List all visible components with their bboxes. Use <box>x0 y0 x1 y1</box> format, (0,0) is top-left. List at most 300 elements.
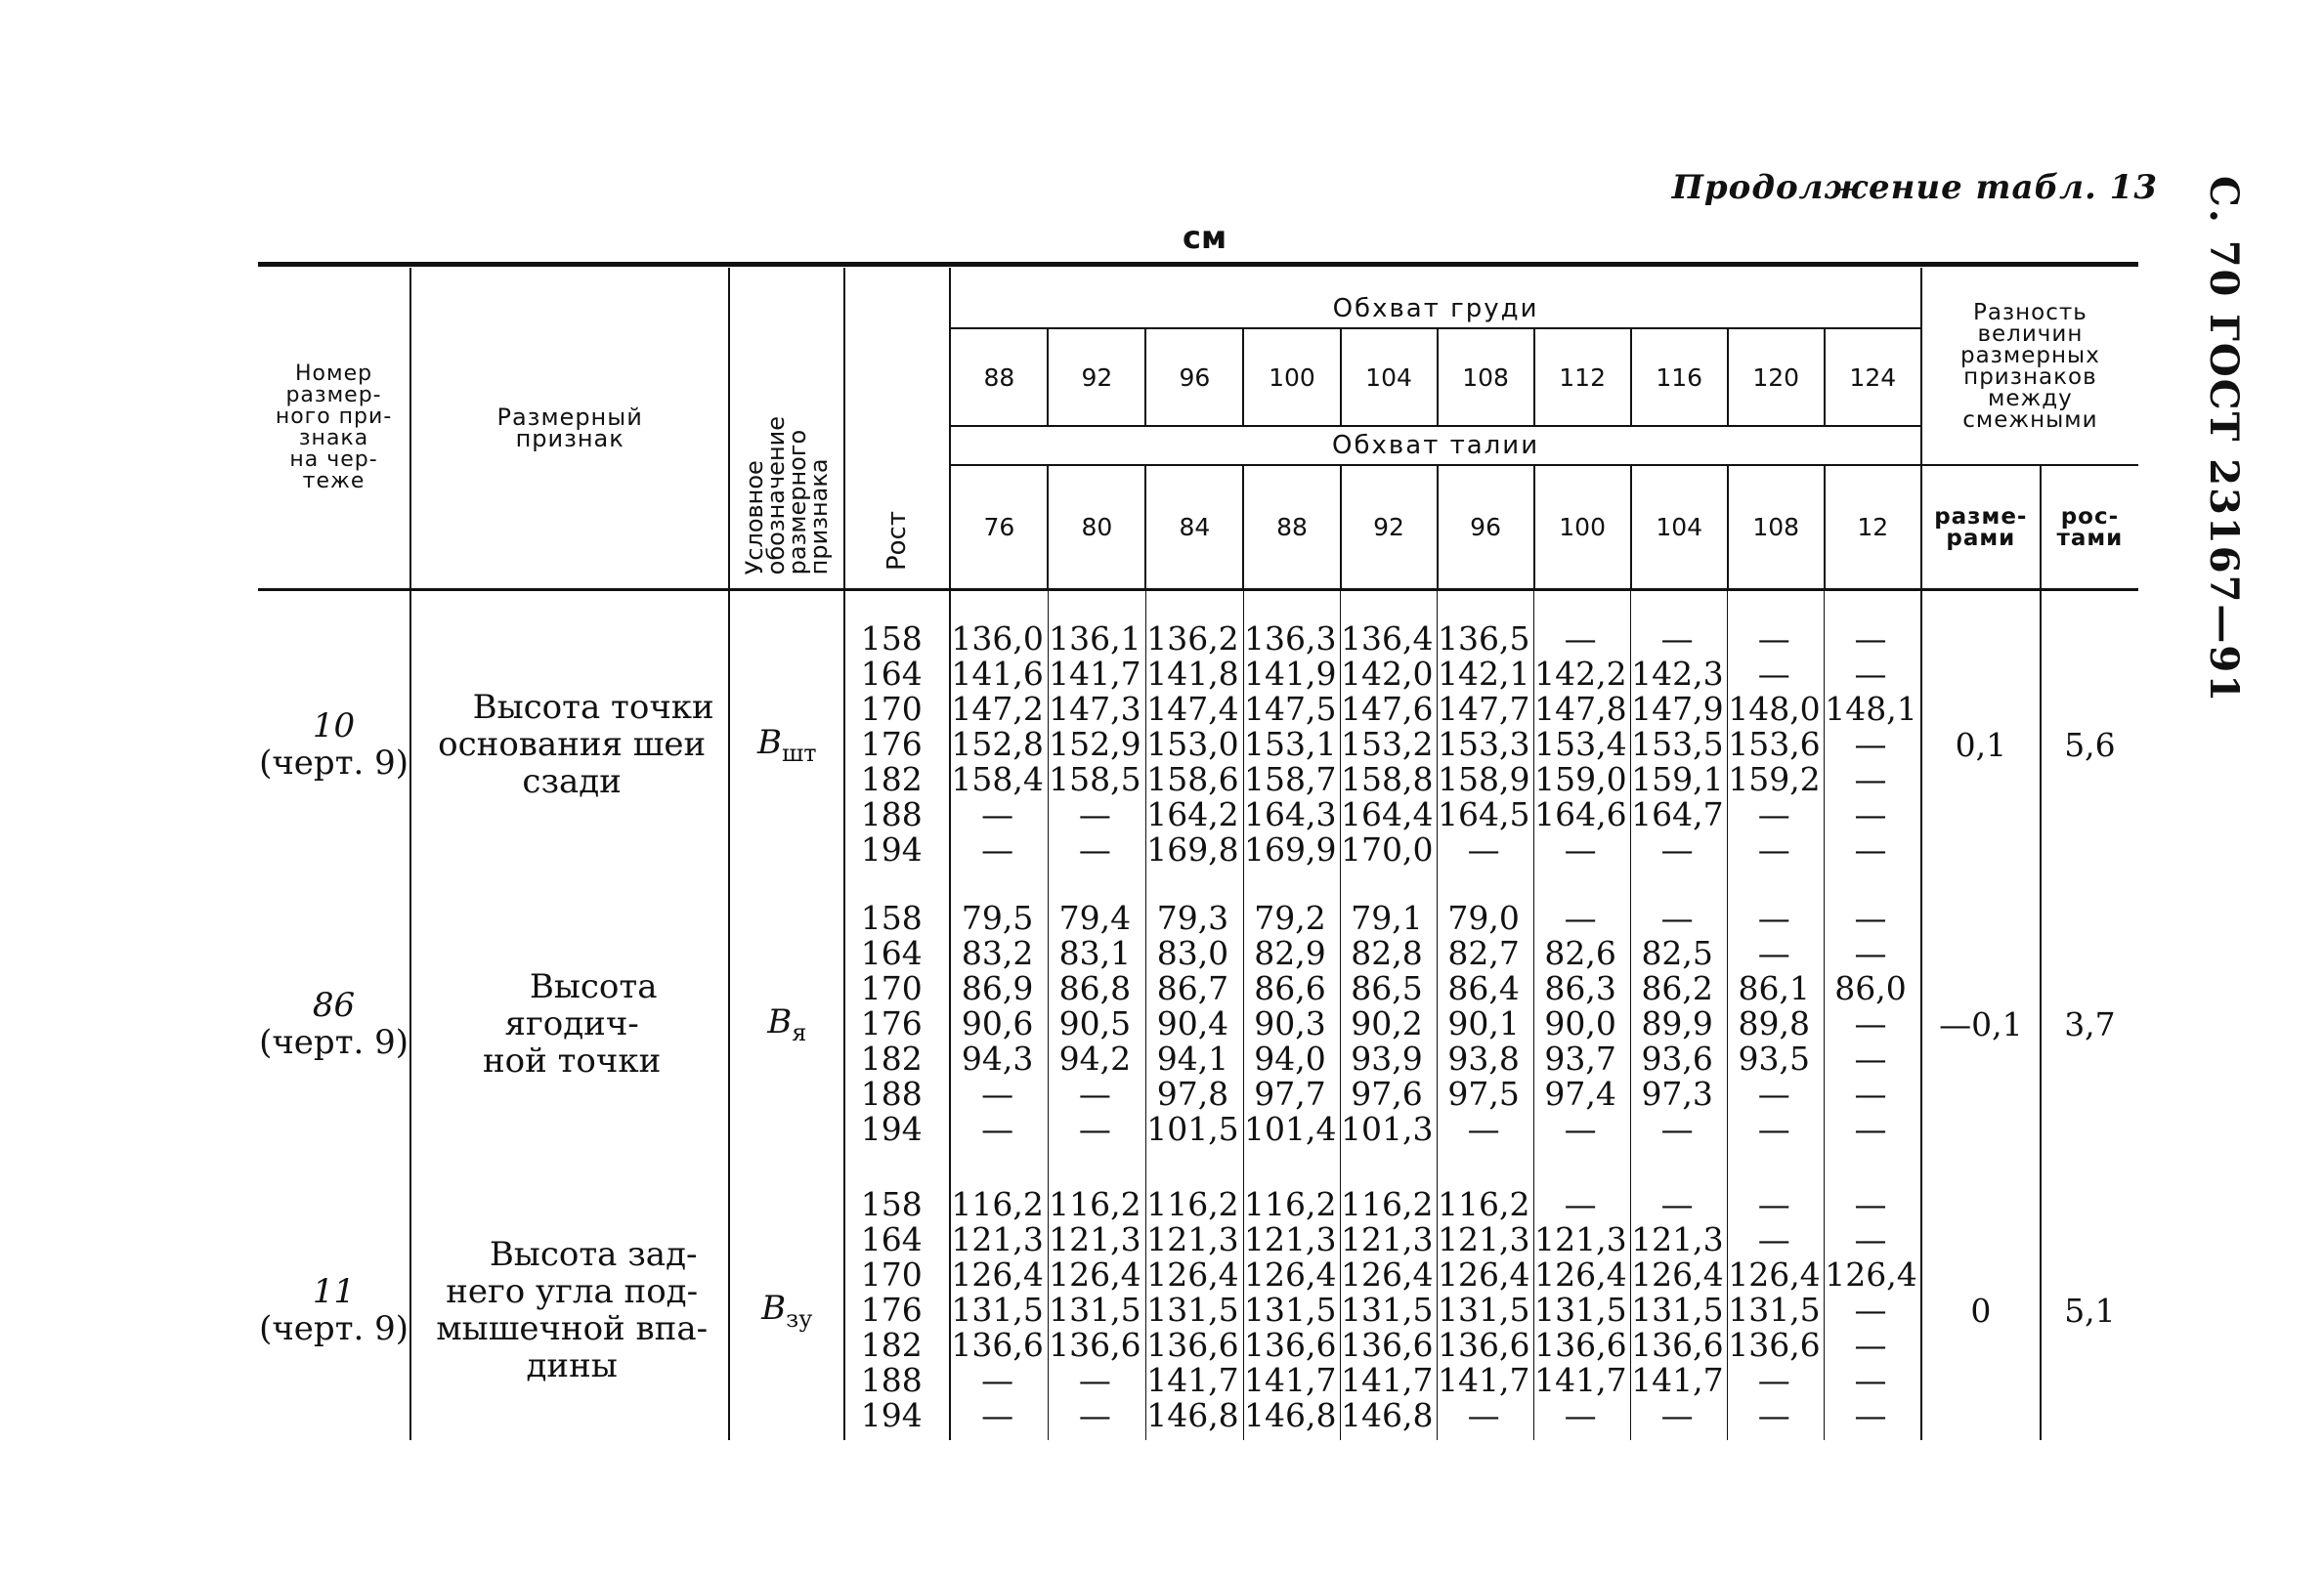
measurement-column <box>1631 588 1728 868</box>
measurement-value: 82,7 <box>1447 934 1520 972</box>
height-value: 194 <box>860 1110 923 1148</box>
measurement-value: 82,6 <box>1544 934 1616 972</box>
measurement-value: 121,3 <box>951 1220 1044 1258</box>
measurement-value: 131,5 <box>1438 1291 1530 1329</box>
measurement-value: 126,4 <box>951 1255 1044 1294</box>
header-difference-line: признаков <box>1963 363 2097 390</box>
measurement-value: 147,6 <box>1341 690 1434 728</box>
measurement-value: — <box>1660 899 1694 937</box>
measurement-column <box>1145 588 1243 868</box>
measurement-value: 94,3 <box>961 1040 1034 1078</box>
measurement-value: 164,5 <box>1438 795 1530 833</box>
header-diff-heights-line: рос- <box>2060 503 2120 530</box>
measurement-value: 126,4 <box>1728 1255 1821 1294</box>
header-feature-number-line: Номер <box>294 361 373 386</box>
measurement-column <box>1341 588 1438 868</box>
measurement-value: 147,2 <box>951 690 1044 728</box>
measurement-value: 94,1 <box>1156 1040 1229 1078</box>
diff-between-heights: 3,7 <box>2041 868 2138 1147</box>
table-body <box>258 588 2138 1440</box>
measurement-value: 93,8 <box>1447 1040 1520 1078</box>
measurement-value: 164,6 <box>1534 795 1627 833</box>
measurement-value: 147,8 <box>1534 690 1627 728</box>
header-feature-name-line: признак <box>515 425 624 452</box>
header-difference-line: величин <box>1977 320 2084 347</box>
measurement-value: 82,8 <box>1351 934 1423 972</box>
measurement-value: 152,9 <box>1049 725 1141 763</box>
height-value: 176 <box>860 1004 923 1042</box>
diff-between-heights: 5,1 <box>2041 1147 2138 1440</box>
measurement-value: — <box>1757 619 1790 658</box>
height-value: 176 <box>860 1291 923 1329</box>
measurement-column <box>1243 1147 1340 1440</box>
measurement-value: 90,5 <box>1058 1004 1132 1042</box>
table-row <box>258 588 2138 868</box>
measurement-value: 90,2 <box>1351 1004 1423 1042</box>
measurement-value: — <box>1757 1185 1790 1223</box>
measurement-column <box>1341 1147 1438 1440</box>
feature-name-line: дины <box>526 1346 618 1385</box>
feature-symbol <box>729 588 844 868</box>
measurement-value: — <box>1854 1326 1887 1364</box>
measurement-value: 136,6 <box>1438 1326 1530 1364</box>
measurement-value: 97,5 <box>1447 1075 1520 1113</box>
measurement-value: 153,2 <box>1341 725 1434 763</box>
header-feature-name-line: Размерный <box>496 404 643 431</box>
measurement-value: 116,2 <box>1341 1185 1434 1223</box>
measurement-value: 116,2 <box>1243 1185 1337 1223</box>
table-caption: Продолжение табл. 13 <box>1671 168 2158 207</box>
measurement-value: — <box>1564 1110 1597 1148</box>
measurement-value: 97,4 <box>1544 1075 1616 1113</box>
measurement-value: — <box>1757 795 1790 833</box>
height-value: 158 <box>860 619 923 658</box>
measurement-value: — <box>1757 1110 1790 1148</box>
feature-symbol-main: В <box>756 722 782 762</box>
feature-number <box>258 1147 410 1440</box>
measurement-value: 86,8 <box>1058 969 1132 1007</box>
measurement-value: 136,6 <box>1049 1326 1141 1364</box>
feature-drawing-ref: (черт. 9) <box>259 1309 409 1348</box>
header-difference-line: размерных <box>1959 342 2100 368</box>
header-height-text: Рост <box>882 510 913 571</box>
measurement-value: — <box>1757 934 1790 972</box>
measurement-value: 89,8 <box>1738 1004 1810 1042</box>
measurement-value: 158,4 <box>951 760 1044 798</box>
header-diff-sizes-line: рами <box>1946 525 2016 551</box>
measurement-value: — <box>1854 1040 1887 1078</box>
measurement-value: 147,4 <box>1146 690 1239 728</box>
measurement-value: 82,5 <box>1641 934 1713 972</box>
measurement-value: — <box>1757 1361 1790 1399</box>
measurement-value: 164,4 <box>1341 795 1434 833</box>
header-feature-number-line: на чер- <box>289 447 378 472</box>
measurement-value: 141,7 <box>1631 1361 1724 1399</box>
measurement-value: 136,5 <box>1438 619 1530 658</box>
measurement-value: — <box>1078 1396 1111 1434</box>
feature-name <box>410 1147 729 1440</box>
measurement-value: 82,9 <box>1254 934 1326 972</box>
measurement-value: 86,7 <box>1156 969 1229 1007</box>
waist-girth-value: 96 <box>1438 465 1534 588</box>
measurement-value: 86,0 <box>1834 969 1907 1007</box>
measurement-column <box>1145 1147 1243 1440</box>
measurement-value: 126,4 <box>1534 1255 1627 1294</box>
measurement-value: — <box>1854 830 1887 869</box>
measurement-value: 136,6 <box>1728 1326 1821 1364</box>
measurement-value: 136,6 <box>1243 1326 1337 1364</box>
measurement-value: 136,4 <box>1341 619 1434 658</box>
measurement-column <box>1145 868 1243 1147</box>
chest-girth-value: 108 <box>1438 328 1534 426</box>
measurement-value: 83,1 <box>1058 934 1132 972</box>
top-rule <box>258 262 2138 267</box>
height-value: 170 <box>860 969 923 1007</box>
feature-symbol <box>729 1147 844 1440</box>
header-feature-number-line: знака <box>298 426 369 450</box>
measurement-value: 94,0 <box>1254 1040 1326 1078</box>
feature-number-value: 11 <box>312 1272 356 1311</box>
measurement-value: 90,1 <box>1447 1004 1520 1042</box>
measurement-value: 90,4 <box>1156 1004 1229 1042</box>
measurement-value: — <box>1854 1361 1887 1399</box>
measurement-value: 121,3 <box>1146 1220 1239 1258</box>
measurement-value: 141,9 <box>1243 655 1337 693</box>
measurement-value: 121,3 <box>1438 1220 1530 1258</box>
feature-drawing-ref: (черт. 9) <box>259 744 409 783</box>
waist-girth-value: 80 <box>1048 465 1145 588</box>
measurement-value: 159,0 <box>1534 760 1627 798</box>
chest-girth-value: 88 <box>950 328 1048 426</box>
measurement-value: 86,9 <box>961 969 1034 1007</box>
measurement-value: — <box>1854 1291 1887 1329</box>
measurement-value: 141,7 <box>1534 1361 1627 1399</box>
page-side-header: С. 70 ГОСТ 23167—91 <box>2201 176 2247 704</box>
feature-name-line: Высота ягодич- <box>504 967 658 1043</box>
measurement-value: — <box>1660 1396 1694 1434</box>
measurement-value: 79,4 <box>1058 899 1132 937</box>
measurement-value: 93,5 <box>1738 1040 1810 1078</box>
measurement-value: 93,9 <box>1351 1040 1423 1078</box>
measurement-column <box>1825 588 1921 868</box>
chest-girth-value: 124 <box>1825 328 1921 426</box>
measurement-value: 126,4 <box>1049 1255 1141 1294</box>
measurement-value: 116,2 <box>1049 1185 1141 1223</box>
height-value: 194 <box>860 1396 923 1434</box>
height-value: 158 <box>860 1185 923 1223</box>
measurement-column <box>1341 868 1438 1147</box>
measurement-value: — <box>1854 655 1887 693</box>
measurement-value: — <box>1078 1110 1111 1148</box>
measurement-value: — <box>1564 619 1597 658</box>
measurement-table <box>258 268 2138 1440</box>
measurement-value: 136,6 <box>1534 1326 1627 1364</box>
height-value: 182 <box>860 1040 923 1078</box>
height-value: 170 <box>860 1255 923 1294</box>
header-feature-number <box>258 268 410 588</box>
measurement-column <box>950 588 1048 868</box>
measurement-value: 142,1 <box>1438 655 1530 693</box>
measurement-value: 90,0 <box>1544 1004 1616 1042</box>
height-value: 194 <box>860 830 923 869</box>
header-symbol <box>729 268 844 588</box>
measurement-value: 83,0 <box>1156 934 1229 972</box>
measurement-value: 158,7 <box>1243 760 1337 798</box>
diff-between-sizes: —0,1 <box>1921 868 2041 1147</box>
measurement-value: — <box>1854 619 1887 658</box>
measurement-value: 153,5 <box>1631 725 1724 763</box>
measurement-value: 116,2 <box>951 1185 1044 1223</box>
feature-number-value: 86 <box>312 986 356 1025</box>
measurement-value: — <box>1078 1361 1111 1399</box>
measurement-value: 159,2 <box>1728 760 1821 798</box>
measurement-value: — <box>1564 830 1597 869</box>
measurement-value: — <box>1757 655 1790 693</box>
waist-girth-value: 104 <box>1631 465 1728 588</box>
height-values <box>844 868 950 1147</box>
measurement-value: 169,9 <box>1243 830 1337 869</box>
measurement-column <box>1534 588 1631 868</box>
header-symbol-line: признака <box>805 458 834 574</box>
measurement-value: — <box>1660 619 1694 658</box>
feature-symbol <box>729 868 844 1147</box>
measurement-value: — <box>1660 1185 1694 1223</box>
header-feature-number-line: размер- <box>285 383 382 407</box>
measurement-column <box>1048 588 1145 868</box>
measurement-value: — <box>1757 1075 1790 1113</box>
measurement-value: 159,1 <box>1631 760 1724 798</box>
measurement-value: 170,0 <box>1341 830 1434 869</box>
measurement-value: — <box>1854 1396 1887 1434</box>
measurement-value: 147,3 <box>1049 690 1141 728</box>
height-value: 182 <box>860 760 923 798</box>
waist-girth-value: 108 <box>1728 465 1825 588</box>
measurement-value: 141,7 <box>1049 655 1141 693</box>
measurement-column <box>1048 868 1145 1147</box>
measurement-value: 147,7 <box>1438 690 1530 728</box>
measurement-column <box>1631 1147 1728 1440</box>
measurement-value: 153,3 <box>1438 725 1530 763</box>
measurement-column <box>1825 1147 1921 1440</box>
measurement-value: — <box>1660 1110 1694 1148</box>
feature-name-line: него угла под- <box>446 1272 699 1311</box>
measurement-value: 121,3 <box>1341 1220 1434 1258</box>
feature-drawing-ref: (черт. 9) <box>259 1023 409 1062</box>
measurement-value: 136,1 <box>1049 619 1141 658</box>
measurement-column <box>950 1147 1048 1440</box>
measurement-value: — <box>981 1075 1014 1113</box>
measurement-value: 148,0 <box>1728 690 1821 728</box>
measurement-value: 131,5 <box>1728 1291 1821 1329</box>
feature-number-value: 10 <box>312 706 356 745</box>
measurement-column <box>1728 1147 1825 1440</box>
feature-symbol-main: В <box>761 1288 787 1328</box>
measurement-value: 126,4 <box>1146 1255 1239 1294</box>
diff-between-heights: 5,6 <box>2041 588 2138 868</box>
measurement-value: 116,2 <box>1146 1185 1239 1223</box>
feature-symbol-main: В <box>767 1001 793 1042</box>
measurement-value: 169,8 <box>1146 830 1239 869</box>
height-value: 182 <box>860 1326 923 1364</box>
height-value: 176 <box>860 725 923 763</box>
chest-girth-value: 116 <box>1631 328 1728 426</box>
measurement-value: — <box>1078 1075 1111 1113</box>
measurement-value: 101,5 <box>1146 1110 1239 1148</box>
measurement-value: — <box>1564 899 1597 937</box>
measurement-value: 101,4 <box>1243 1110 1337 1148</box>
measurement-value: — <box>1564 1396 1597 1434</box>
measurement-value: 86,3 <box>1544 969 1616 1007</box>
chest-girth-value: 104 <box>1341 328 1438 426</box>
measurement-value: 86,2 <box>1641 969 1713 1007</box>
feature-name-line: сзади <box>522 762 622 801</box>
measurement-value: 146,8 <box>1146 1396 1239 1434</box>
measurement-value: — <box>1854 795 1887 833</box>
measurement-value: — <box>1854 899 1887 937</box>
feature-symbol-sub: я <box>792 1018 807 1046</box>
header-difference-line: Разность <box>1972 299 2087 325</box>
measurement-value: — <box>1854 760 1887 798</box>
measurement-value: 86,6 <box>1254 969 1326 1007</box>
measurement-value: 93,6 <box>1641 1040 1713 1078</box>
measurement-column <box>1825 868 1921 1147</box>
measurement-value: — <box>1757 830 1790 869</box>
measurement-value: 141,7 <box>1438 1361 1530 1399</box>
measurement-value: 136,6 <box>951 1326 1044 1364</box>
measurement-value: 131,5 <box>1341 1291 1434 1329</box>
measurement-value: 147,5 <box>1243 690 1337 728</box>
measurement-column <box>1243 868 1340 1147</box>
measurement-value: 141,7 <box>1146 1361 1239 1399</box>
chest-girth-value: 96 <box>1145 328 1243 426</box>
measurement-value: 141,8 <box>1146 655 1239 693</box>
header-difference <box>1921 268 2138 465</box>
measurement-value: — <box>1078 830 1111 869</box>
header-symbol-text <box>741 415 834 574</box>
measurement-value: 126,4 <box>1825 1255 1917 1294</box>
measurement-column <box>1728 588 1825 868</box>
measurement-value: — <box>981 830 1014 869</box>
measurement-value: — <box>1854 1110 1887 1148</box>
height-value: 158 <box>860 899 923 937</box>
measurement-value: 131,5 <box>1631 1291 1724 1329</box>
measurement-value: 79,2 <box>1254 899 1326 937</box>
measurement-column <box>1048 1147 1145 1440</box>
measurement-value: 79,0 <box>1447 899 1520 937</box>
chest-girth-value: 92 <box>1048 328 1145 426</box>
measurement-value: 97,8 <box>1156 1075 1229 1113</box>
measurement-value: 83,2 <box>961 934 1034 972</box>
feature-name-line: мышечной впа- <box>436 1309 709 1348</box>
header-diff-sizes-line: разме- <box>1934 503 2028 530</box>
header-symbol-line: Условное <box>741 459 769 574</box>
measurement-value: 164,2 <box>1146 795 1239 833</box>
measurement-value: 126,4 <box>1438 1255 1530 1294</box>
measurement-value: 79,3 <box>1156 899 1229 937</box>
measurement-value: 136,6 <box>1146 1326 1239 1364</box>
measurement-value: — <box>1467 1396 1500 1434</box>
measurement-value: 158,9 <box>1438 760 1530 798</box>
table-row <box>258 868 2138 1147</box>
measurement-value: 136,0 <box>951 619 1044 658</box>
measurement-value: — <box>1467 1110 1500 1148</box>
measurement-column <box>1728 868 1825 1147</box>
header-height <box>844 268 950 588</box>
waist-girth-value: 12 <box>1825 465 1921 588</box>
feature-name-line: Высота точки <box>472 688 714 727</box>
measurement-value: 86,1 <box>1738 969 1810 1007</box>
measurement-value: 126,4 <box>1243 1255 1337 1294</box>
measurement-value: 152,8 <box>951 725 1044 763</box>
header-symbol-line: размерного <box>784 429 812 574</box>
measurement-value: 131,5 <box>1243 1291 1337 1329</box>
measurement-value: 121,3 <box>1534 1220 1627 1258</box>
header-row-chest <box>258 268 2138 328</box>
measurement-value: 158,6 <box>1146 760 1239 798</box>
header-feature-number-line: теже <box>302 469 366 493</box>
measurement-value: — <box>1757 1220 1790 1258</box>
header-feature-number-line: ного при- <box>275 404 393 429</box>
header-diff-sizes <box>1921 465 2041 588</box>
measurement-value: 121,3 <box>1631 1220 1724 1258</box>
measurement-value: 101,3 <box>1341 1110 1434 1148</box>
measurement-value: — <box>1757 1396 1790 1434</box>
measurement-value: 97,3 <box>1641 1075 1713 1113</box>
header-difference-line: между <box>1988 385 2073 411</box>
measurement-value: 158,8 <box>1341 760 1434 798</box>
measurement-value: 153,4 <box>1534 725 1627 763</box>
measurement-value: 142,2 <box>1534 655 1627 693</box>
height-value: 188 <box>860 1075 923 1113</box>
measurement-value: 126,4 <box>1631 1255 1724 1294</box>
measurement-value: 136,3 <box>1243 619 1337 658</box>
measurement-value: 94,2 <box>1058 1040 1132 1078</box>
measurement-value: 93,7 <box>1544 1040 1616 1078</box>
height-value: 170 <box>860 690 923 728</box>
waist-girth-value: 92 <box>1341 465 1438 588</box>
measurement-value: 79,1 <box>1351 899 1423 937</box>
header-difference-line: смежными <box>1962 406 2098 433</box>
header-diff-heights <box>2041 465 2138 588</box>
measurement-value: — <box>981 795 1014 833</box>
feature-name-line: Высота зад- <box>489 1235 698 1274</box>
measurement-value: — <box>1660 830 1694 869</box>
measurement-value: 153,6 <box>1728 725 1821 763</box>
diff-between-sizes: 0 <box>1921 1147 2041 1440</box>
measurement-column <box>1438 588 1534 868</box>
header-symbol-line: обозначение <box>762 415 791 574</box>
feature-name-line: ной точки <box>483 1042 662 1081</box>
feature-symbol-sub: зу <box>786 1304 813 1333</box>
measurement-value: 121,3 <box>1243 1220 1337 1258</box>
measurement-column <box>1534 1147 1631 1440</box>
measurement-column <box>1438 1147 1534 1440</box>
measurement-column <box>1438 868 1534 1147</box>
measurement-value: 148,1 <box>1825 690 1917 728</box>
feature-name-line: основания шеи <box>438 725 707 764</box>
measurement-value: — <box>981 1396 1014 1434</box>
waist-girth-value: 76 <box>950 465 1048 588</box>
feature-number <box>258 868 410 1147</box>
measurement-value: 89,9 <box>1641 1004 1713 1042</box>
measurement-value: 164,7 <box>1631 795 1724 833</box>
chest-girth-value: 120 <box>1728 328 1825 426</box>
measurement-value: 141,6 <box>951 655 1044 693</box>
measurement-value: — <box>1757 899 1790 937</box>
header-diff-heights-line: тами <box>2056 525 2124 551</box>
measurement-value: — <box>1854 1075 1887 1113</box>
measurement-value: 86,4 <box>1447 969 1520 1007</box>
